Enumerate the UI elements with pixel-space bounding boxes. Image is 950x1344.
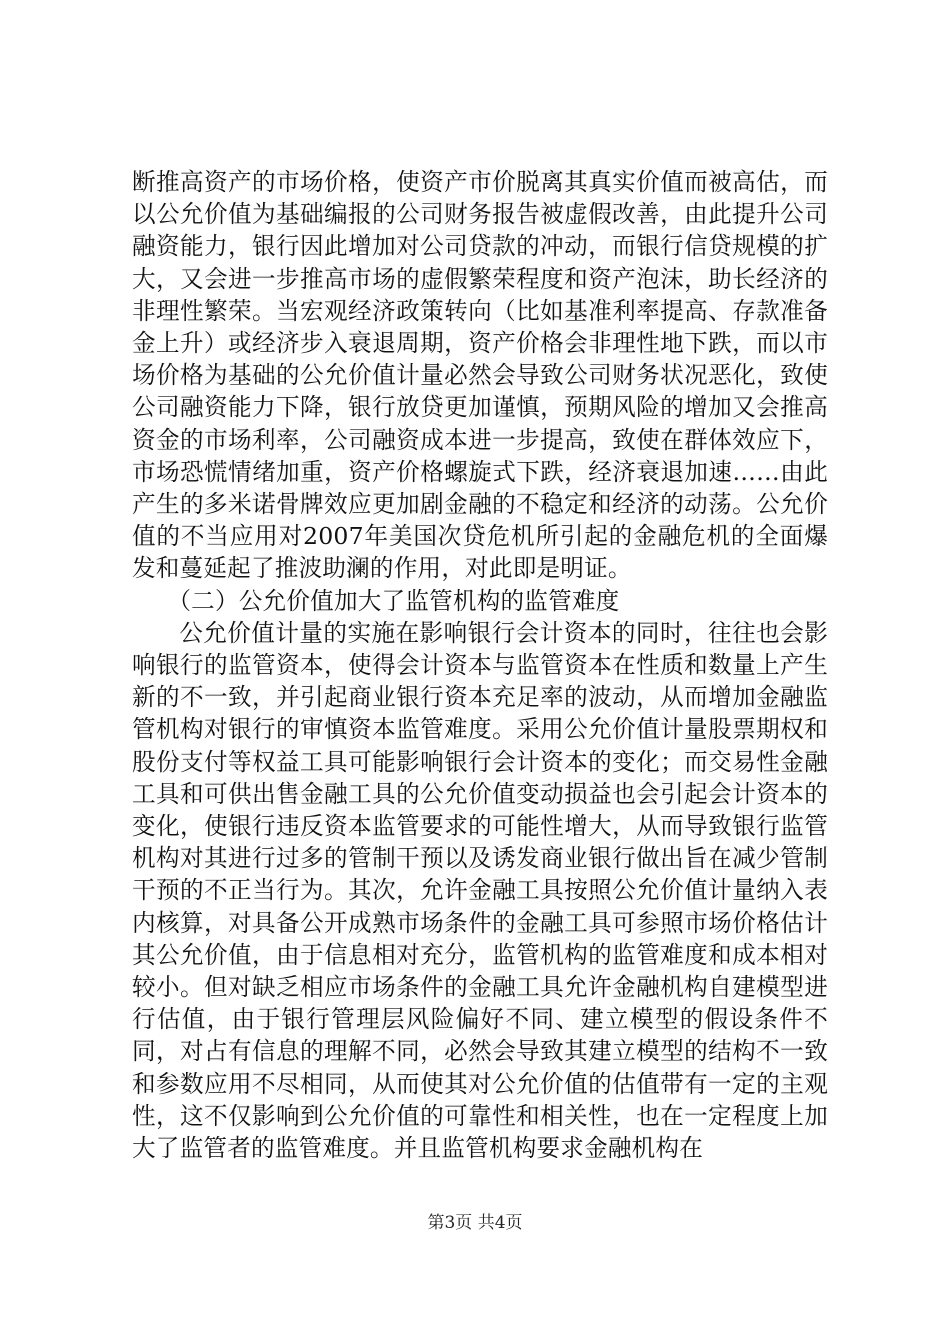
section-heading: （二）公允价值加大了监管机构的监管难度 [167, 586, 620, 615]
paragraph-continuation: 断推高资产的市场价格，使资产市价脱离其真实价值而被高估，而以公允价值为基础编报的公司财务报告被虚假改善，由此提升公司融资能力，银行因此增加对公司贷款的冲动，而银行信贷规模的扩大，又会进一步推高市场的虚假繁荣程度和资产泡沫，助长经济的非理性繁荣。当宏观经济政策转向（比如基准利率提高、存款准备金上升）或经济步入衰退周期，资产价格会非理性地下跌，而以市场价格为基础的公允价值计量必然会导致公司财务状况恶化，致使公司融资能力下降，银行放贷更加谨慎，预期风险的增加又会推高资金的市场利率，公司融资成本进一步提高，致使在群体效应下，市场恐慌情绪加重，资产价格螺旋式下跌，经济衰退加速……由此产生的多米诺骨牌效应更加剧金融的不稳定和经济的动荡。公允价值的不当应用对2007年美国次贷危机所引起的金融危机的全面爆发和蔓延起了推波助澜的作用，对此即是明证。 [132, 168, 828, 583]
body-text [132, 166, 828, 1164]
paragraph-body: 公允价值计量的实施在影响银行会计资本的同时，往往也会影响银行的监管资本，使得会计资本与监管资本在性质和数量上产生新的不一致，并引起商业银行资本充足率的波动，从而增加金融监管机构对银行的审慎资本监管难度。采用公允价值计量股票期权和股份支付等权益工具可能影响银行会计资本的变化；而交易性金融工具和可供出售金融工具的公允价值变动损益也会引起会计资本的变化，使银行违反资本监管要求的可能性增大，从而导致银行监管机构对其进行过多的管制干预以及诱发商业银行做出旨在减少管制干预的不正当行为。其次，允许金融工具按照公允价值计量纳入表内核算，对具备公开成熟市场条件的金融工具可参照市场价格估计其公允价值，由于信息相对充分，监管机构的监管难度和成本相对较小。但对缺乏相应市场条件的金融工具允许金融机构自建模型进行估值，由于银行管理层风险偏好不同、建立模型的假设条件不同，对占有信息的理解不同，必然会导致其建立模型的结构不一致和参数应用不尽相同，从而使其对公允价值的估值带有一定的主观性，这不仅影响到公允价值的可靠性和相关性，也在一定程度上加大了监管者的监管难度。并且监管机构要求金融机构在 [132, 618, 828, 1163]
page-footer: 第3页 共4页 [427, 1213, 523, 1233]
